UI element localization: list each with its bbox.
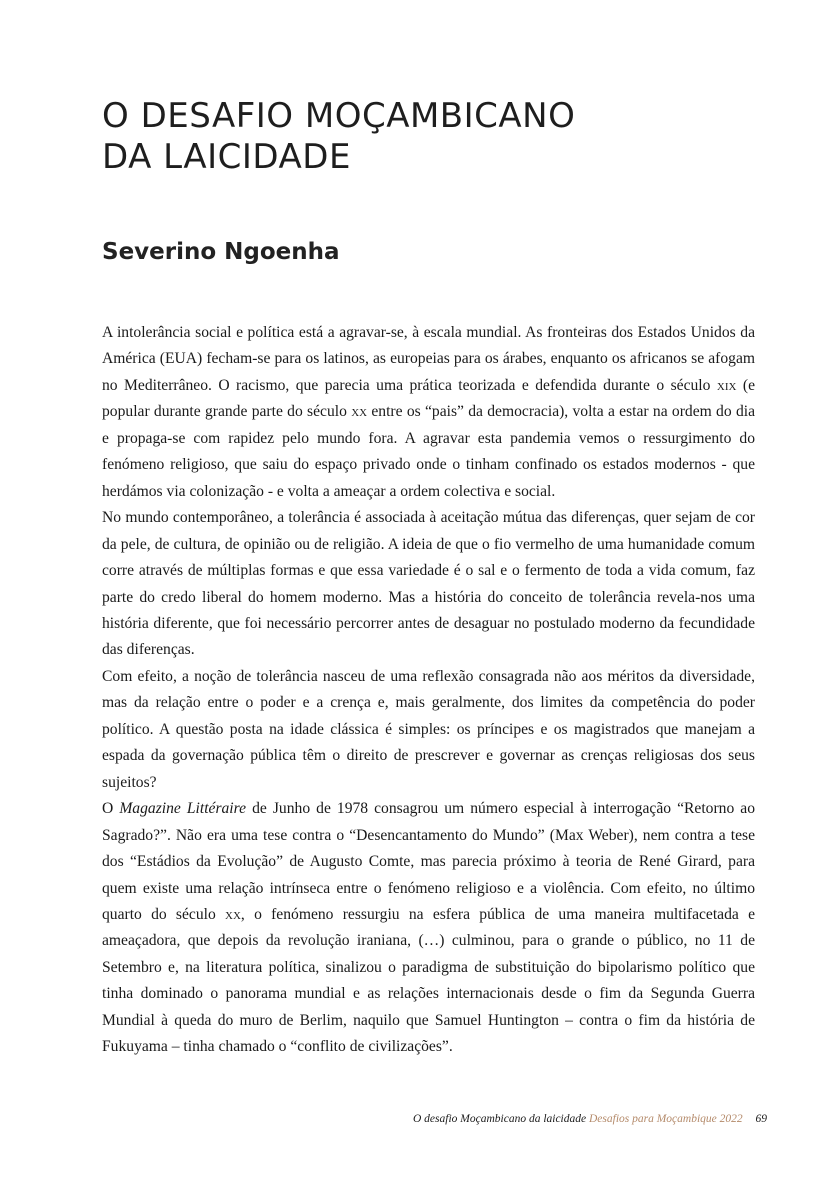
- paragraph-3: Com efeito, a noção de tolerância nasceu de uma reflexão consagrada não aos méritos da diversidade, mas da relação entre o poder e a crença e, mais geralmente, dos limites da competência do poder político. A questão posta na idade clássica é simples: os príncipes e os magistrados que manejam a espada da governação pública têm o direito de prescrever e governar as crenças religiosas dos seus sujeitos?: [102, 667, 755, 791]
- author-name: Severino Ngoenha: [102, 239, 340, 265]
- century-xx: xx: [351, 403, 368, 421]
- title-line-1: O DESAFIO MOÇAMBICANO: [102, 96, 576, 136]
- footer-chapter-title: O desafio Moçambicano da laicidade: [413, 1113, 587, 1125]
- paragraph-1-text-a: A intolerância social e política está a agravar-se, à escala mundial. As fronteiras dos Estados Unidos da América (EUA) fecham-se para os latinos, as europeias para os árabes, enquanto os africanos se afogam no Mediterrâneo. O racismo, que parecia uma prática teorizada e defendida durante o século: [102, 324, 755, 394]
- paragraph-1-text-b: (e popular durante grande parte do século: [102, 376, 755, 421]
- paragraph-1: [102, 320, 755, 505]
- paragraph-4-text-a: de Junho de 1978 consagrou um número especial à interrogação “Retorno ao Sagrado?”. Não era uma tese contra o “Desencantamento do Mundo” (Max Weber), nem contra a tese dos “Estádios da Evolução” de Augusto Comte, mas parecia próximo à teoria de René Girard, para quem existe uma relação intrínseca entre o fenómeno religioso e a violência. Com efeito, no último quarto do século: [102, 800, 755, 923]
- century-xix: xix: [716, 376, 737, 394]
- paragraph-4-lead: O: [102, 800, 120, 818]
- article-title: [102, 96, 575, 178]
- paragraph-4: [102, 796, 755, 1061]
- title-line-2: DA LAICIDADE: [102, 137, 351, 177]
- paragraph-2: No mundo contemporâneo, a tolerância é associada à aceitação mútua das diferenças, quer sejam de cor da pele, de cultura, de opinião ou de religião. A ideia de que o fio vermelho de uma humanidade comum corre através de múltiplas formas e que essa variedade é o sal e o fermento de toda a vida comum, faz parte do credo liberal do homem moderno. Mas a história do conceito de tolerância revela-nos uma história diferente, que foi necessário percorrer antes de desaguar no postulado moderno da fecundidade das diferenças.: [102, 509, 755, 659]
- century-xx-2: xx: [225, 905, 241, 923]
- article-body: [102, 320, 755, 1061]
- page-number: 69: [755, 1113, 767, 1125]
- paragraph-1-text-c: entre os “pais” da democracia), volta a estar na ordem do dia e propaga-se com rapidez pelo mundo fora. A agravar esta pandemia vemos o ressurgimento do fenómeno religioso, que saiu do espaço privado onde o tinham confinado os estados modernos - que herdámos via colonização - e volta a ameaçar a ordem colectiva e social.: [102, 403, 755, 500]
- paragraph-4-text-b: , o fenómeno ressurgiu na esfera pública de uma maneira multifacetada e ameaçadora, que depois da revolução iraniana, (…) culminou, para o grande o público, no 11 de Setembro e, na literatura política, sinalizou o paradigma de substituição do bipolarismo político que tinha dominado o panorama mundial e as relações internacionais desde o fim da Segunda Guerra Mundial à queda do muro de Berlim, naquilo que Samuel Huntington – contra o fim da história de Fukuyama – tinha chamado o “conflito de civilizações”.: [102, 905, 755, 1056]
- magazine-title: Magazine Littéraire: [119, 800, 247, 818]
- running-footer: [413, 1112, 767, 1126]
- footer-book-title: Desafios para Moçambique 2022: [588, 1113, 743, 1125]
